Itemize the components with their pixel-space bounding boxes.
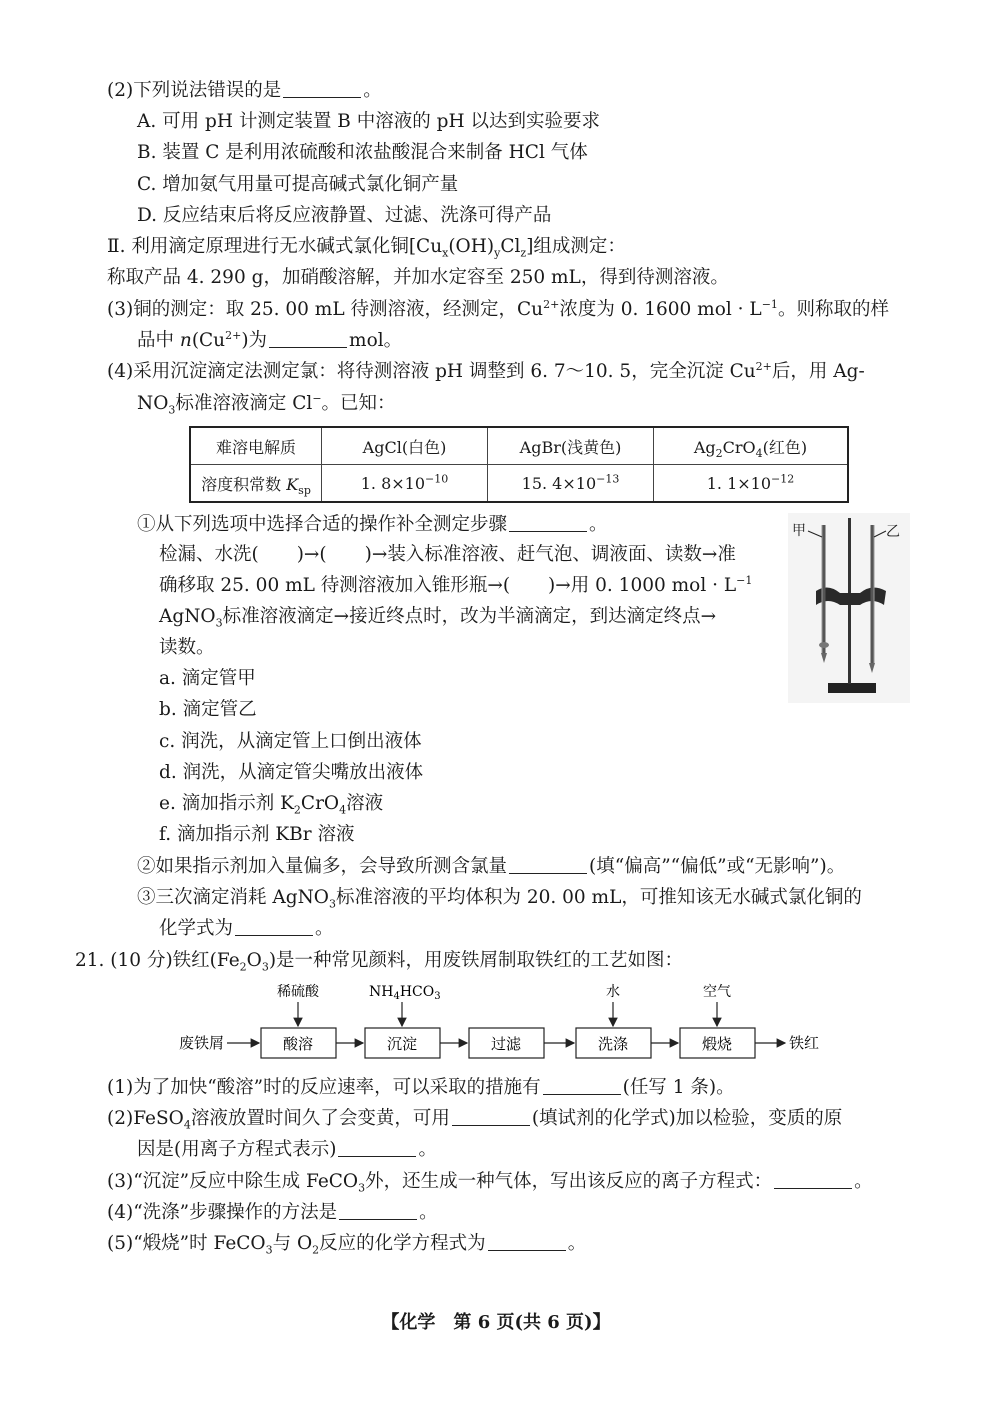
s1-option-f: f. 滴加指示剂 KBr 溶液 <box>159 824 355 845</box>
answer-blank[interactable] <box>543 1076 621 1095</box>
q21-2-line2: 因是(用离子方程式表示) 。 <box>137 1139 437 1160</box>
q3-line2: 品中 $n(Cu^{2+})$为 mol。 <box>137 328 403 351</box>
q2-stem: (2)下列说法错误的是 。 <box>107 80 382 101</box>
flow-step-box <box>576 1028 651 1058</box>
ksp-table <box>189 426 849 503</box>
answer-blank[interactable] <box>509 513 587 532</box>
flow-input-label: 废铁屑 <box>179 1034 225 1052</box>
answer-blank[interactable] <box>774 1170 852 1189</box>
s2-line: ②如果指示剂加入量偏多，会导致所测含氯量 (填“偏高”“偏低”或“无影响”)。 <box>137 856 846 877</box>
q2-option-c: C. 增加氨气用量可提高碱式氯化铜产量 <box>137 174 459 195</box>
answer-blank[interactable] <box>235 917 313 936</box>
table-header-cell: $Ag_2CrO_4$(红色) <box>654 427 849 465</box>
answer-blank[interactable] <box>269 329 347 348</box>
flow-output-label: 铁红 <box>789 1034 820 1052</box>
answer-blank[interactable] <box>488 1232 566 1251</box>
svg-text:洗涤: 洗涤 <box>597 1035 629 1053</box>
s1-option-e: e. 滴加指示剂 $K_2CrO_4$溶液 <box>159 793 384 817</box>
reagent-label: 空气 <box>703 984 731 1000</box>
flow-step-box <box>469 1028 544 1058</box>
svg-text:沉淀: 沉淀 <box>386 1035 418 1053</box>
s1-steps-line3: AgNO$_3$标准溶液滴定→接近终点时，改为半滴滴定，到达滴定终点→ <box>159 606 717 630</box>
q21-5: (5)“煅烧”时 FeCO$_3$与 $O_2$反应的化学方程式为 。 <box>107 1233 587 1257</box>
answer-blank[interactable] <box>339 1201 417 1220</box>
flow-step-box <box>261 1028 336 1058</box>
flow-step-box <box>680 1028 755 1058</box>
q2-option-b: B. 装置 C 是利用浓硫酸和浓盐酸混合来制备 HCl 气体 <box>137 142 588 163</box>
table-cell: 1. $8\times 10^{-10}$ <box>322 465 488 503</box>
process-flow-diagram <box>177 978 830 1070</box>
table-header-cell: 难溶电解质 <box>190 427 322 465</box>
q21-2-line1: (2)FeSO$_4$溶液放置时间久了会变黄，可用 (填试剂的化学式)加以检验，变质的原 <box>107 1108 843 1132</box>
s1-steps-line1: 检漏、水洗( )→( )→装入标准溶液、赶气泡、调液面、读数→准 <box>159 544 736 565</box>
s1-option-a: a. 滴定管甲 <box>159 668 256 689</box>
s1-steps-line2: 确移取 25. 00 mL 待测溶液加入锥形瓶→( )→用 0. 1000 mol · $L^{-1}$ <box>159 573 753 596</box>
table-cell: 溶度积常数 $K_{sp}$ <box>190 465 322 503</box>
part2-title: Ⅱ. 利用滴定原理进行无水碱式氯化铜$[Cu_x(OH)_yCl_z]$组成测定： <box>107 236 626 260</box>
reagent-label: $NH_4HCO_3$ <box>369 984 441 1002</box>
answer-blank[interactable] <box>509 855 587 874</box>
reagent-label: 水 <box>606 984 620 1000</box>
answer-blank[interactable] <box>338 1138 416 1157</box>
table-header-cell: AgCl(白色) <box>322 427 488 465</box>
q21-4: (4)“洗涤”步骤操作的方法是 。 <box>107 1202 438 1223</box>
s3-line1: ③三次滴定消耗 AgNO$_3$标准溶液的平均体积为 20. 00 mL，可推知该无水碱式氯化铜的 <box>137 887 862 911</box>
table-cell: 1. $1\times 10^{-12}$ <box>654 465 849 503</box>
table-header-cell: AgBr(浅黄色) <box>488 427 654 465</box>
svg-text:酸溶: 酸溶 <box>282 1035 314 1053</box>
answer-blank[interactable] <box>283 79 361 98</box>
q21-1: (1)为了加快“酸溶”时的反应速率，可以采取的措施有 (任写 1 条)。 <box>107 1077 735 1098</box>
burette-stand-figure <box>788 513 910 703</box>
svg-text:煅烧: 煅烧 <box>701 1035 733 1053</box>
s1-option-d: d. 润洗，从滴定管尖嘴放出液体 <box>159 762 424 783</box>
table-cell: 15. $4\times 10^{-13}$ <box>488 465 654 503</box>
s3-line2: 化学式为 。 <box>159 918 334 939</box>
part2-weigh: 称取产品 4. 290 g，加硝酸溶解，并加水定容至 250 mL，得到待测溶液。 <box>107 267 729 288</box>
flow-step-box <box>365 1028 440 1058</box>
q4-line1: (4)采用沉淀滴定法测定氯：将待测溶液 pH 调整到 6. 7～10. 5，完全沉淀 $Cu^{2+}$后，用 Ag- <box>107 359 865 382</box>
s1-option-c: c. 润洗，从滴定管上口倒出液体 <box>159 731 422 752</box>
q21-stem: 21. (10 分)铁红$(Fe_2O_3)$是一种常见颜料，用废铁屑制取铁红的工艺如图： <box>75 950 684 974</box>
answer-blank[interactable] <box>452 1107 530 1126</box>
table-row <box>190 465 848 503</box>
label-jia: 甲 <box>792 523 806 539</box>
q21-3: (3)“沉淀”反应中除生成 FeCO$_3$外，还生成一种气体，写出该反应的离子方程式： 。 <box>107 1171 873 1195</box>
reagent-label: 稀硫酸 <box>277 984 319 1000</box>
q2-option-a: A. 可用 pH 计测定装置 B 中溶液的 pH 以达到实验要求 <box>137 111 600 132</box>
table-row <box>190 427 848 465</box>
s1-option-b: b. 滴定管乙 <box>159 699 257 720</box>
q3-line1: (3)铜的测定：取 25. 00 mL 待测溶液，经测定，$Cu^{2+}$浓度为 0. 1600 mol · $L^{-1}$。则称取的样 <box>107 297 889 320</box>
label-yi: 乙 <box>886 524 900 540</box>
s1-stem: ①从下列选项中选择合适的操作补全测定步骤 。 <box>137 514 608 535</box>
page-footer: 【化学 第 6 页(共 6 页)】 <box>381 1312 611 1333</box>
q2-option-d: D. 反应结束后将反应液静置、过滤、洗涤可得产品 <box>137 205 552 226</box>
s1-steps-line4: 读数。 <box>159 637 215 658</box>
svg-text:过滤: 过滤 <box>490 1035 522 1053</box>
q4-line2: $NO_3$标准溶液滴定 Cl−。已知： <box>137 391 396 417</box>
